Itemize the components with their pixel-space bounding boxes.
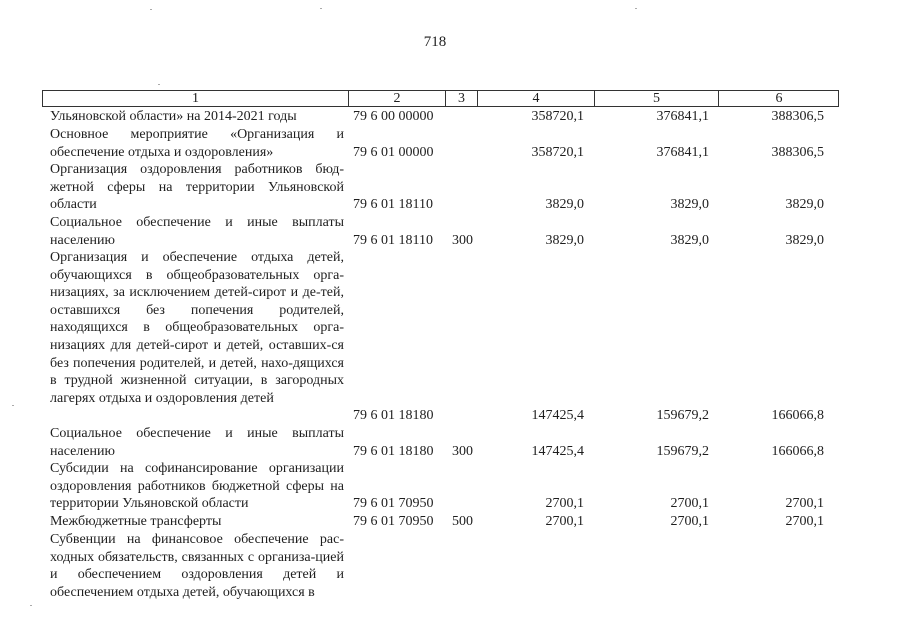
row-value-col6: 166066,8: [771, 408, 824, 424]
row-value-col6: 2700,1: [785, 514, 824, 529]
scan-speck: [158, 84, 160, 85]
row-value-col5: 159679,2: [656, 443, 709, 459]
row-value-col4: 358720,1: [531, 144, 584, 160]
table-row: [0, 249, 905, 425]
row-value-col4: 147425,4: [531, 408, 584, 424]
row-expense-type: 300: [452, 232, 473, 248]
table-row: [0, 513, 905, 531]
row-description: Организация и обеспечение отдыха детей, обучающихся в общеобразовательных орга-низациях, за исключением детей-сирот и де-тей, оставшихся без попечения родителей, находящихся в общеобразовательных орга-низациях для детей-сирот и детей, оставших-ся без попечения родителей, и детей, нахо-дящихся в трудной жизненной ситуации, в загородных лагерях отдыха и оздоровления детей: [50, 250, 344, 406]
row-value-col6: 3829,0: [785, 197, 824, 213]
row-description: Субвенции на финансовое обеспечение рас-ходных обязательств, связанных с организа-цией и обеспечением оздоровления детей и обеспечением отдыха детей, обучающихся в: [50, 532, 344, 600]
row-code: 79 6 01 18110: [353, 232, 433, 248]
scan-speck: [30, 605, 32, 606]
row-description: Ульяновской области» на 2014-2021 годы: [50, 109, 297, 124]
table-header-row: [42, 90, 839, 107]
row-value-col5: 3829,0: [670, 232, 709, 248]
row-value-col4: 3829,0: [545, 232, 584, 248]
row-value-col4: 2700,1: [545, 514, 584, 529]
header-col-5: 5: [594, 91, 718, 106]
row-value-col6: 388306,5: [771, 144, 824, 160]
row-description: Основное мероприятие «Организация и обеспечение отдыха и оздоровления»: [50, 127, 344, 160]
header-col-4: 4: [477, 91, 594, 106]
row-value-col5: 2700,1: [670, 514, 709, 529]
row-code: 79 6 01 70950: [353, 496, 434, 512]
header-col-3: 3: [445, 91, 477, 106]
row-value-col5: 376841,1: [656, 109, 709, 124]
row-value-col4: 3829,0: [545, 197, 584, 213]
row-value-col6: 3829,0: [785, 232, 824, 248]
table-row: [0, 108, 905, 126]
row-value-col4: 2700,1: [545, 496, 584, 512]
row-description: Социальное обеспечение и иные выплаты населению: [50, 215, 344, 248]
scan-speck: [635, 8, 637, 9]
row-code: 79 6 01 70950: [353, 514, 434, 529]
row-value-col6: 2700,1: [785, 496, 824, 512]
row-code: 79 6 00 00000: [353, 109, 434, 124]
row-description: Социальное обеспечение и иные выплаты населению: [50, 426, 344, 459]
row-code: 79 6 01 18180: [353, 408, 434, 424]
table-row: [0, 161, 905, 214]
table-row: [0, 126, 905, 161]
row-description: Межбюджетные трансферты: [50, 514, 222, 529]
table-row: [0, 425, 905, 460]
header-col-6: 6: [718, 91, 839, 106]
row-value-col6: 166066,8: [771, 443, 824, 459]
table-row: [0, 214, 905, 249]
row-value-col4: 147425,4: [531, 443, 584, 459]
row-code: 79 6 01 18110: [353, 197, 433, 213]
page-number: 718: [423, 34, 447, 50]
row-value-col6: 388306,5: [771, 109, 824, 124]
row-code: 79 6 01 18180: [353, 443, 434, 459]
header-col-2: 2: [348, 91, 445, 106]
row-description: Организация оздоровления работников бюд-жетной сферы на территории Ульяновской области: [50, 162, 344, 213]
row-expense-type: 300: [452, 443, 473, 459]
row-expense-type: 500: [452, 514, 473, 529]
row-value-col5: 2700,1: [670, 496, 709, 512]
row-value-col5: 376841,1: [656, 144, 709, 160]
row-value-col5: 3829,0: [670, 197, 709, 213]
table-row: [0, 460, 905, 513]
scan-speck: [320, 8, 322, 9]
scan-speck: [150, 9, 152, 10]
row-value-col4: 358720,1: [531, 109, 584, 124]
row-value-col5: 159679,2: [656, 408, 709, 424]
header-col-1: 1: [192, 91, 199, 106]
table-row: [0, 531, 905, 601]
row-code: 79 6 01 00000: [353, 144, 434, 160]
scan-speck: [12, 405, 14, 406]
row-description: Субсидии на софинансирование организации оздоровления работников бюджетной сферы на территории Ульяновской области: [50, 461, 344, 512]
